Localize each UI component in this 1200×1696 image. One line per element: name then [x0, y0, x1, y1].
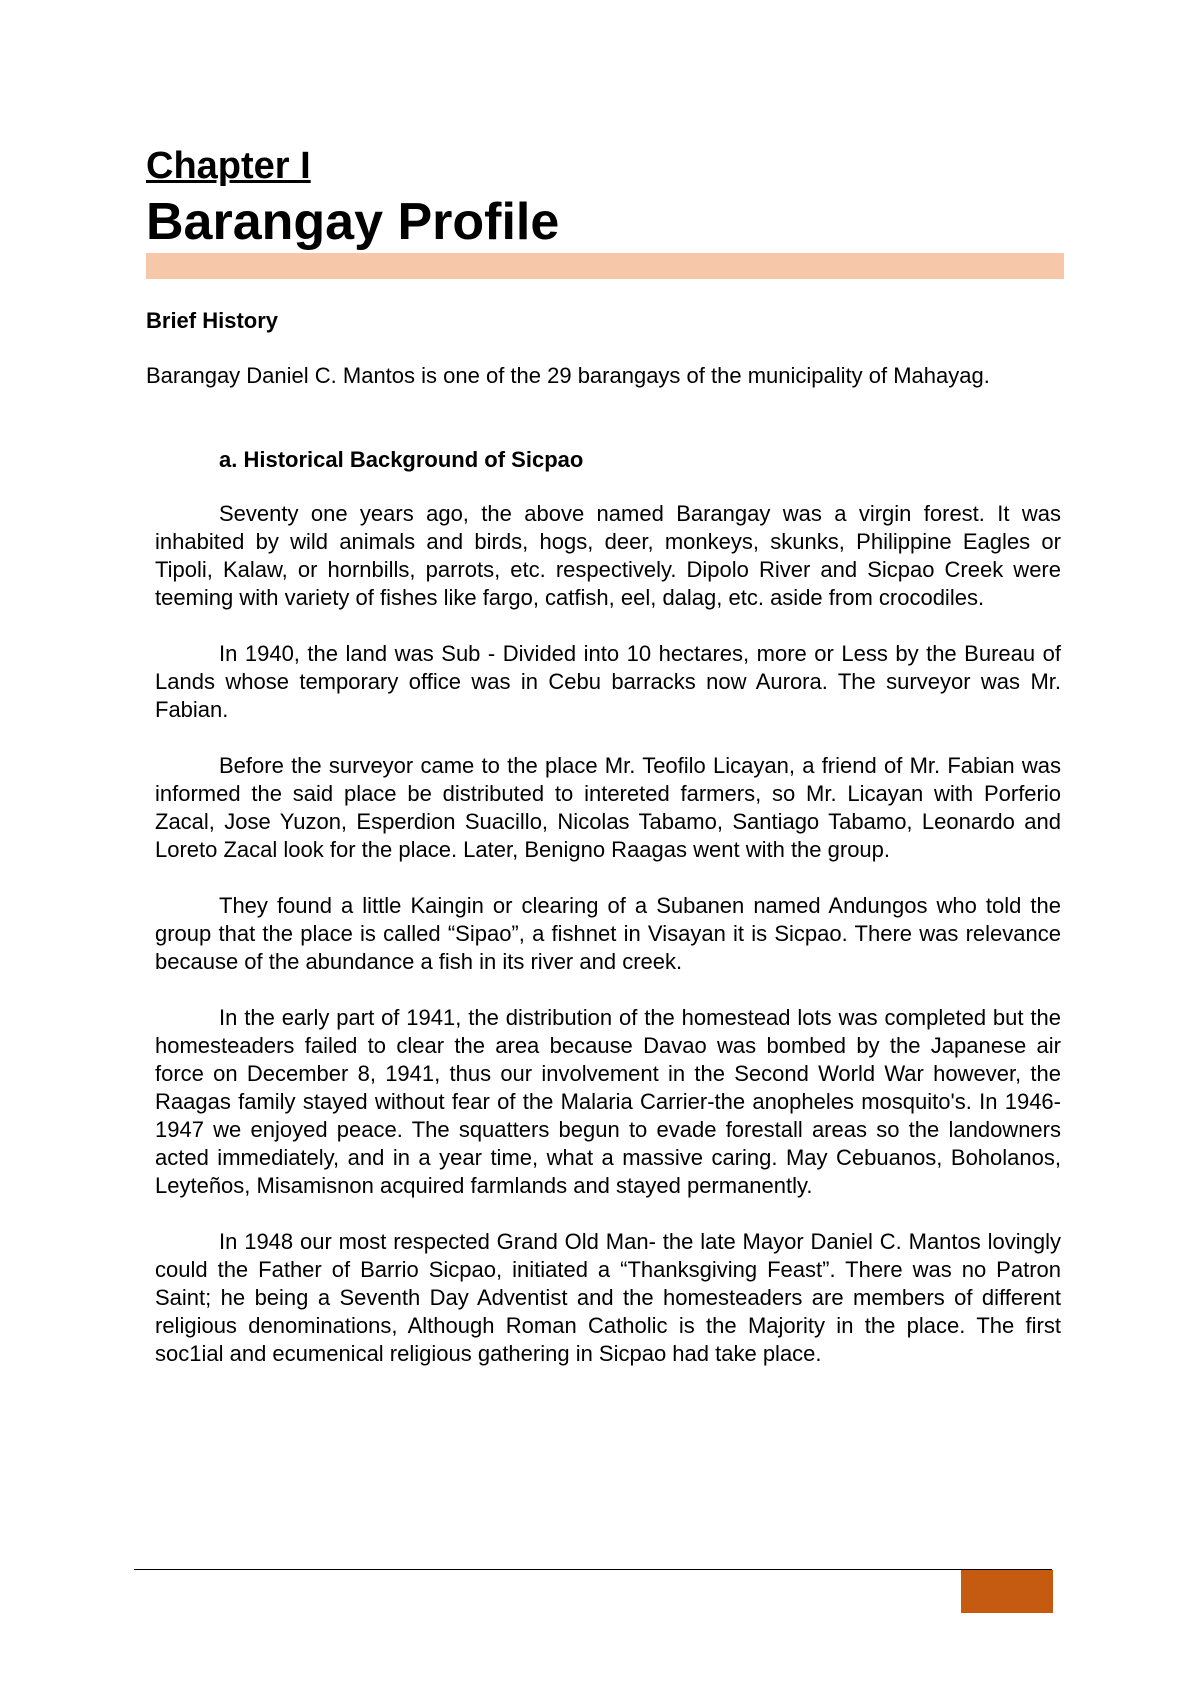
section-heading: Brief History — [146, 308, 279, 333]
footer-rule — [134, 1569, 1052, 1570]
history-paragraph: They found a little Kaingin or clearing of a Subanen named Andungos who told the group that the place is called “Sipao”, a fishnet in Visayan it is Sicpao. There was relevance because of the abundance a fish in its river and creek. — [155, 893, 1061, 974]
history-paragraph: Seventy one years ago, the above named Barangay was a virgin forest. It was inhabited by wild animals and birds, hogs, deer, monkeys, skunks, Philippine Eagles or Tipoli, Kalaw, or hornbills, parrots, etc. respectively. Dipolo River and Sicpao Creek were teeming with variety of fishes like fargo, catfish, eel, dalag, etc. aside from crocodiles. — [155, 501, 1061, 610]
subsection-heading: a. Historical Background of Sicpao — [219, 447, 584, 472]
title-accent-bar — [146, 253, 1064, 279]
chapter-label: Chapter I — [146, 145, 311, 187]
history-paragraph: In 1948 our most respected Grand Old Man- the late Mayor Daniel C. Mantos lovingly could the Father of Barrio Sicpao, initiated a “Thanksgiving Feast”. There was no Patron Saint; he being a Seventh Day Adventist and the homesteaders are members of different religious denominations, Although Roman Catholic is the Majority in the place. The first soc1ial and ecumenical religious gathering in Sicpao had take place. — [155, 1229, 1061, 1366]
intro-paragraph: Barangay Daniel C. Mantos is one of the 29 barangays of the municipality of Mahayag. — [146, 363, 990, 388]
footer-page-box — [961, 1570, 1053, 1613]
history-paragraph: In 1940, the land was Sub - Divided into 10 hectares, more or Less by the Bureau of Lands whose temporary office was in Cebu barracks now Aurora. The surveyor was Mr. Fabian. — [155, 641, 1061, 722]
history-body — [155, 500, 1061, 1396]
chapter-title: Barangay Profile — [146, 193, 560, 251]
history-paragraph: Before the surveyor came to the place Mr. Teofilo Licayan, a friend of Mr. Fabian was informed the said place be distributed to intereted farmers, so Mr. Licayan with Porferio Zacal, Jose Yuzon, Esperdion Suacillo, Nicolas Tabamo, Santiago Tabamo, Leonardo and Loreto Zacal look for the place. Later, Benigno Raagas went with the group. — [155, 753, 1061, 862]
history-paragraph: In the early part of 1941, the distribution of the homestead lots was completed but the homesteaders failed to clear the area because Davao was bombed by the Japanese air force on December 8, 1941, thus our involvement in the Second World War however, the Raagas family stayed without fear of the Malaria Carrier-the anopheles mosquito's. In 1946-1947 we enjoyed peace. The squatters begun to evade forestall areas so the landowners acted immediately, and in a year time, what a massive caring. May Cebuanos, Boholanos, Leyteños, Misamisnon acquired farmlands and stayed permanently. — [155, 1005, 1061, 1198]
